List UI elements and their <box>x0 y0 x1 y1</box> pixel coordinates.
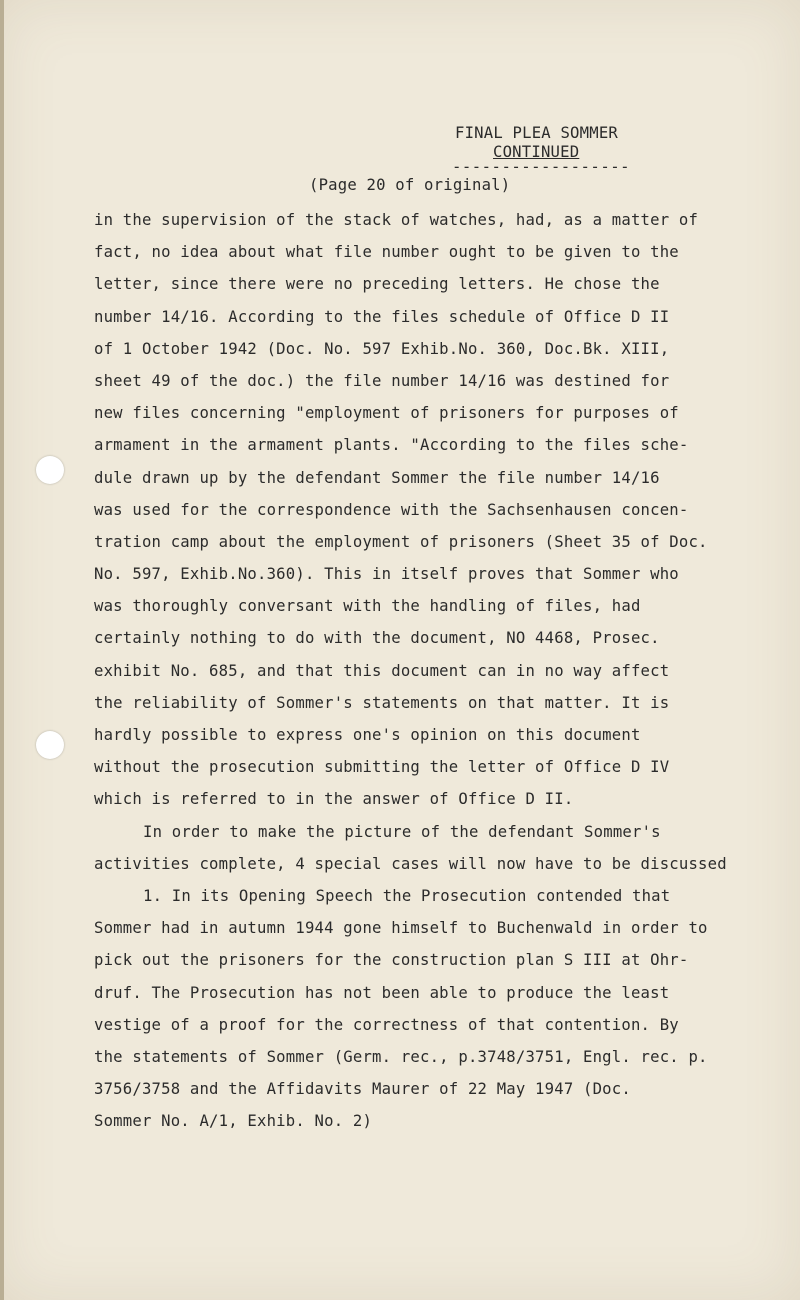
page-left-edge <box>0 0 4 1300</box>
text-line: the reliability of Sommer's statements on that matter. It is <box>94 693 670 712</box>
text-line: fact, no idea about what file number ought to be given to the <box>94 243 679 262</box>
text-line: number 14/16. According to the files schedule of Office D II <box>94 307 670 326</box>
body-text <box>94 208 774 1141</box>
text-line: vestige of a proof for the correctness of that contention. By <box>94 1015 679 1034</box>
text-line: druf. The Prosecution has not been able to produce the least <box>94 983 670 1002</box>
paragraph-start-line: In order to make the picture of the defendant Sommer's <box>143 822 661 841</box>
text-line: was thoroughly conversant with the handling of files, had <box>94 597 641 616</box>
punch-hole <box>36 731 64 759</box>
text-line: letter, since there were no preceding letters. He chose the <box>94 275 660 294</box>
text-line: 3756/3758 and the Affidavits Maurer of 22 May 1947 (Doc. <box>94 1080 631 1099</box>
title-underline-dashes: ------------------ <box>452 158 630 176</box>
text-line: Sommer had in autumn 1944 gone himself to Buchenwald in order to <box>94 919 708 938</box>
punch-hole <box>36 456 64 484</box>
text-line: No. 597, Exhib.No.360). This in itself proves that Sommer who <box>94 565 679 584</box>
text-line: new files concerning "employment of prisoners for purposes of <box>94 404 679 423</box>
text-line: armament in the armament plants. "According to the files sche- <box>94 436 689 455</box>
text-line: activities complete, 4 special cases will now have to be discussed <box>94 854 727 873</box>
text-line: Sommer No. A/1, Exhib. No. 2) <box>94 1112 373 1131</box>
text-line: was used for the correspondence with the Sachsenhausen concen- <box>94 500 689 519</box>
text-line: exhibit No. 685, and that this document can in no way affect <box>94 661 670 680</box>
numbered-item-line: 1. In its Opening Speech the Prosecution contended that <box>143 886 671 905</box>
page-reference: (Page 20 of original) <box>309 176 511 194</box>
text-line: dule drawn up by the defendant Sommer the file number 14/16 <box>94 468 660 487</box>
text-line: without the prosecution submitting the letter of Office D IV <box>94 758 670 777</box>
document-title: FINAL PLEA SOMMER <box>455 124 618 142</box>
document-subtitle: CONTINUED <box>493 143 580 161</box>
text-line: certainly nothing to do with the document, NO 4468, Prosec. <box>94 629 660 648</box>
text-line: sheet 49 of the doc.) the file number 14/16 was destined for <box>94 371 670 390</box>
text-line: tration camp about the employment of prisoners (Sheet 35 of Doc. <box>94 532 708 551</box>
text-line: the statements of Sommer (Germ. rec., p.3748/3751, Engl. rec. p. <box>94 1047 708 1066</box>
text-line: which is referred to in the answer of Office D II. <box>94 790 574 809</box>
text-line: pick out the prisoners for the construction plan S III at Ohr- <box>94 951 689 970</box>
text-line: in the supervision of the stack of watches, had, as a matter of <box>94 211 699 229</box>
text-line: hardly possible to express one's opinion on this document <box>94 726 641 744</box>
text-line: of 1 October 1942 (Doc. No. 597 Exhib.No. 360, Doc.Bk. XIII, <box>94 339 670 358</box>
